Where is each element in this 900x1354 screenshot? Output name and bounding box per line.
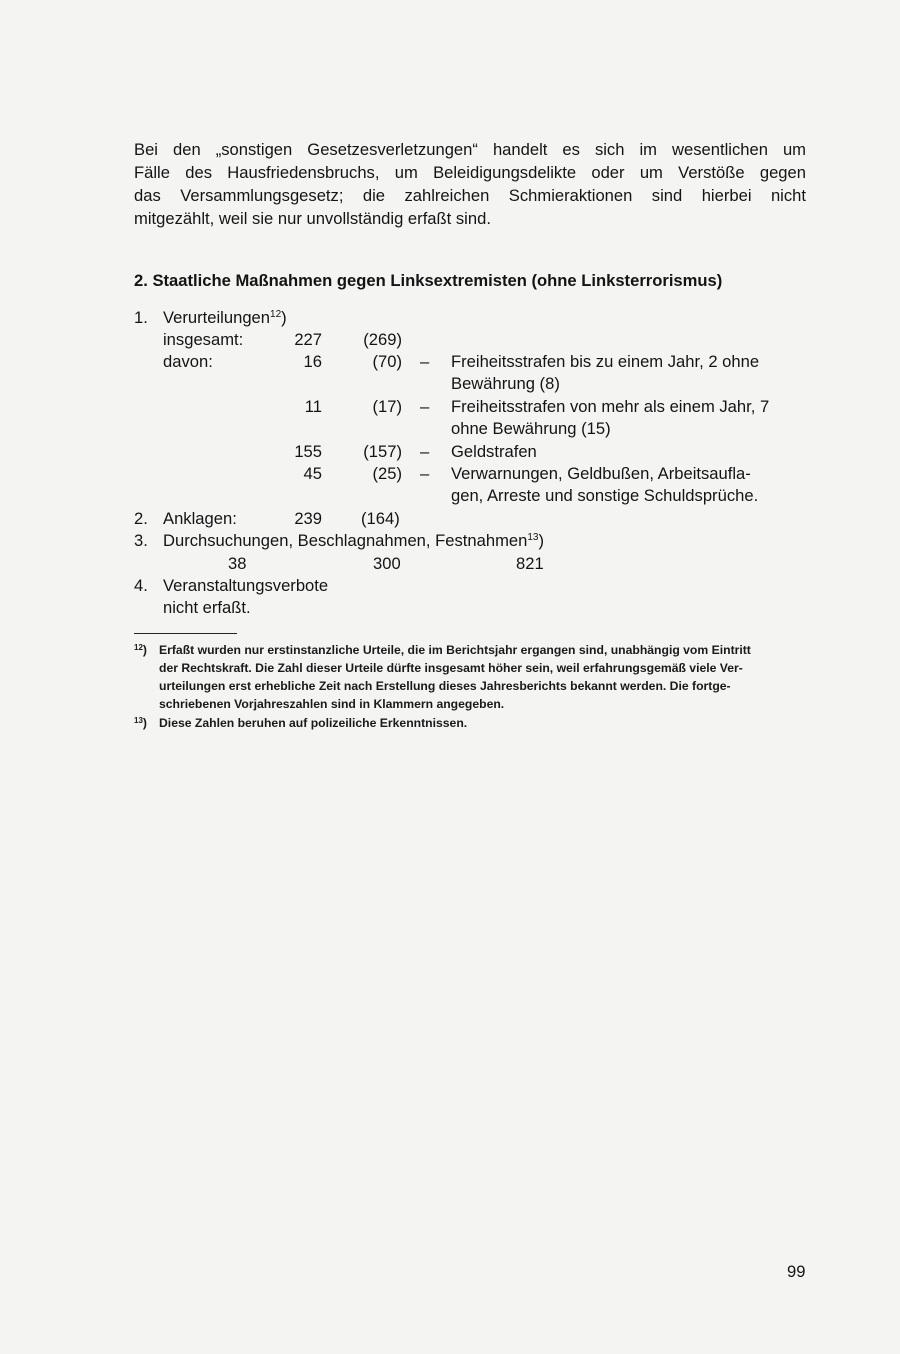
beschlagnahmen-value: 300 <box>373 554 401 573</box>
page-number: 99 <box>787 1262 806 1281</box>
item-label-verurteilungen: Verurteilungen$^{12}$) <box>163 308 287 327</box>
row-prev-value: (157) <box>363 442 402 461</box>
footnote-ref: 12 <box>270 309 282 320</box>
intro-line: das Versammlungsgesetz; die zahlreichen Schmieraktionen sind hierbei nicht <box>134 186 806 205</box>
item-number: 1. <box>134 308 148 327</box>
item-number: 4. <box>134 576 148 595</box>
row-description: Geldstrafen <box>451 442 537 461</box>
row-value: 16 <box>303 352 322 371</box>
row-dash: – <box>420 352 430 371</box>
anklagen-value: 239 <box>294 509 322 528</box>
row-dash: – <box>420 464 430 483</box>
veranstaltungsverbote-status: nicht erfaßt. <box>163 598 251 617</box>
item-label-durchsuchungen: Durchsuchungen, Beschlagnahmen, Festnahmen$^{13}$) <box>163 531 545 550</box>
item-number: 2. <box>134 509 148 528</box>
row-dash: – <box>420 397 430 416</box>
footnote-marker: $^{13}$) <box>134 716 147 730</box>
footnote-ref: 13 <box>527 532 539 543</box>
row-prev-value: (70) <box>372 352 402 371</box>
intro-line: Fälle des Hausfriedensbruchs, um Beleidigungsdelikte oder um Verstöße gegen <box>134 163 806 182</box>
section-heading: 2. Staatliche Maßnahmen gegen Linksextremisten (ohne Linksterrorismus) <box>134 271 723 290</box>
footnote-marker-number: 13 <box>134 716 143 725</box>
intro-line: mitgezählt, weil sie nur unvollständig erfaßt sind. <box>134 209 491 228</box>
total-label: insgesamt: <box>163 330 244 349</box>
item-label-text: Durchsuchungen, Beschlagnahmen, Festnahmen <box>163 531 528 550</box>
row-description-cont: gen, Arreste und sonstige Schuldsprüche. <box>451 486 759 505</box>
footnote-text: Diese Zahlen beruhen auf polizeiliche Erkenntnissen. <box>159 716 468 730</box>
item-number: 3. <box>134 531 148 550</box>
footnote-text: urteilungen erst erhebliche Zeit nach Erstellung dieses Jahresberichts bekannt werden. Die fortge- <box>159 679 731 693</box>
row-dash: – <box>420 442 430 461</box>
durchsuchungen-value: 38 <box>228 554 247 573</box>
row-description-cont: Bewährung (8) <box>451 374 560 393</box>
festnahmen-value: 821 <box>516 554 544 573</box>
row-description: Freiheitsstrafen von mehr als einem Jahr, 7 <box>451 397 770 416</box>
footnote-text: Erfaßt wurden nur erstinstanzliche Urteile, die im Berichtsjahr ergangen sind, unabhängig vom Eintritt <box>159 643 751 657</box>
row-value: 155 <box>294 442 322 461</box>
row-prev-value: (17) <box>372 397 402 416</box>
row-value: 45 <box>303 464 322 483</box>
total-prev-value: (269) <box>363 330 402 349</box>
footnote-marker: $^{12}$) <box>134 643 147 657</box>
row-value: 11 <box>304 397 322 416</box>
total-value: 227 <box>294 330 322 349</box>
davon-label: davon: <box>163 352 213 371</box>
item-label-text: Verurteilungen <box>163 308 271 327</box>
row-prev-value: (25) <box>372 464 402 483</box>
row-description-cont: ohne Bewährung (15) <box>451 419 611 438</box>
row-description: Freiheitsstrafen bis zu einem Jahr, 2 ohne <box>451 352 760 371</box>
row-description: Verwarnungen, Geldbußen, Arbeitsaufla- <box>451 464 751 483</box>
intro-line: Bei den „sonstigen Gesetzesverletzungen“ handelt es sich im wesentlichen um <box>134 140 806 159</box>
anklagen-prev-value: (164) <box>361 509 400 528</box>
item-label-veranstaltungsverbote: Veranstaltungsverbote <box>163 576 329 595</box>
intro-paragraph <box>134 138 806 230</box>
footnote-marker-number: 12 <box>134 643 143 652</box>
footnote-text: der Rechtskraft. Die Zahl dieser Urteile dürfte insgesamt höher sein, weil erfahrungsgemäß viele Ver- <box>159 661 743 675</box>
footnote-divider <box>134 633 237 634</box>
footnote-text: schriebenen Vorjahreszahlen sind in Klammern angegeben. <box>159 697 505 711</box>
item-label-anklagen: Anklagen: <box>163 509 237 528</box>
